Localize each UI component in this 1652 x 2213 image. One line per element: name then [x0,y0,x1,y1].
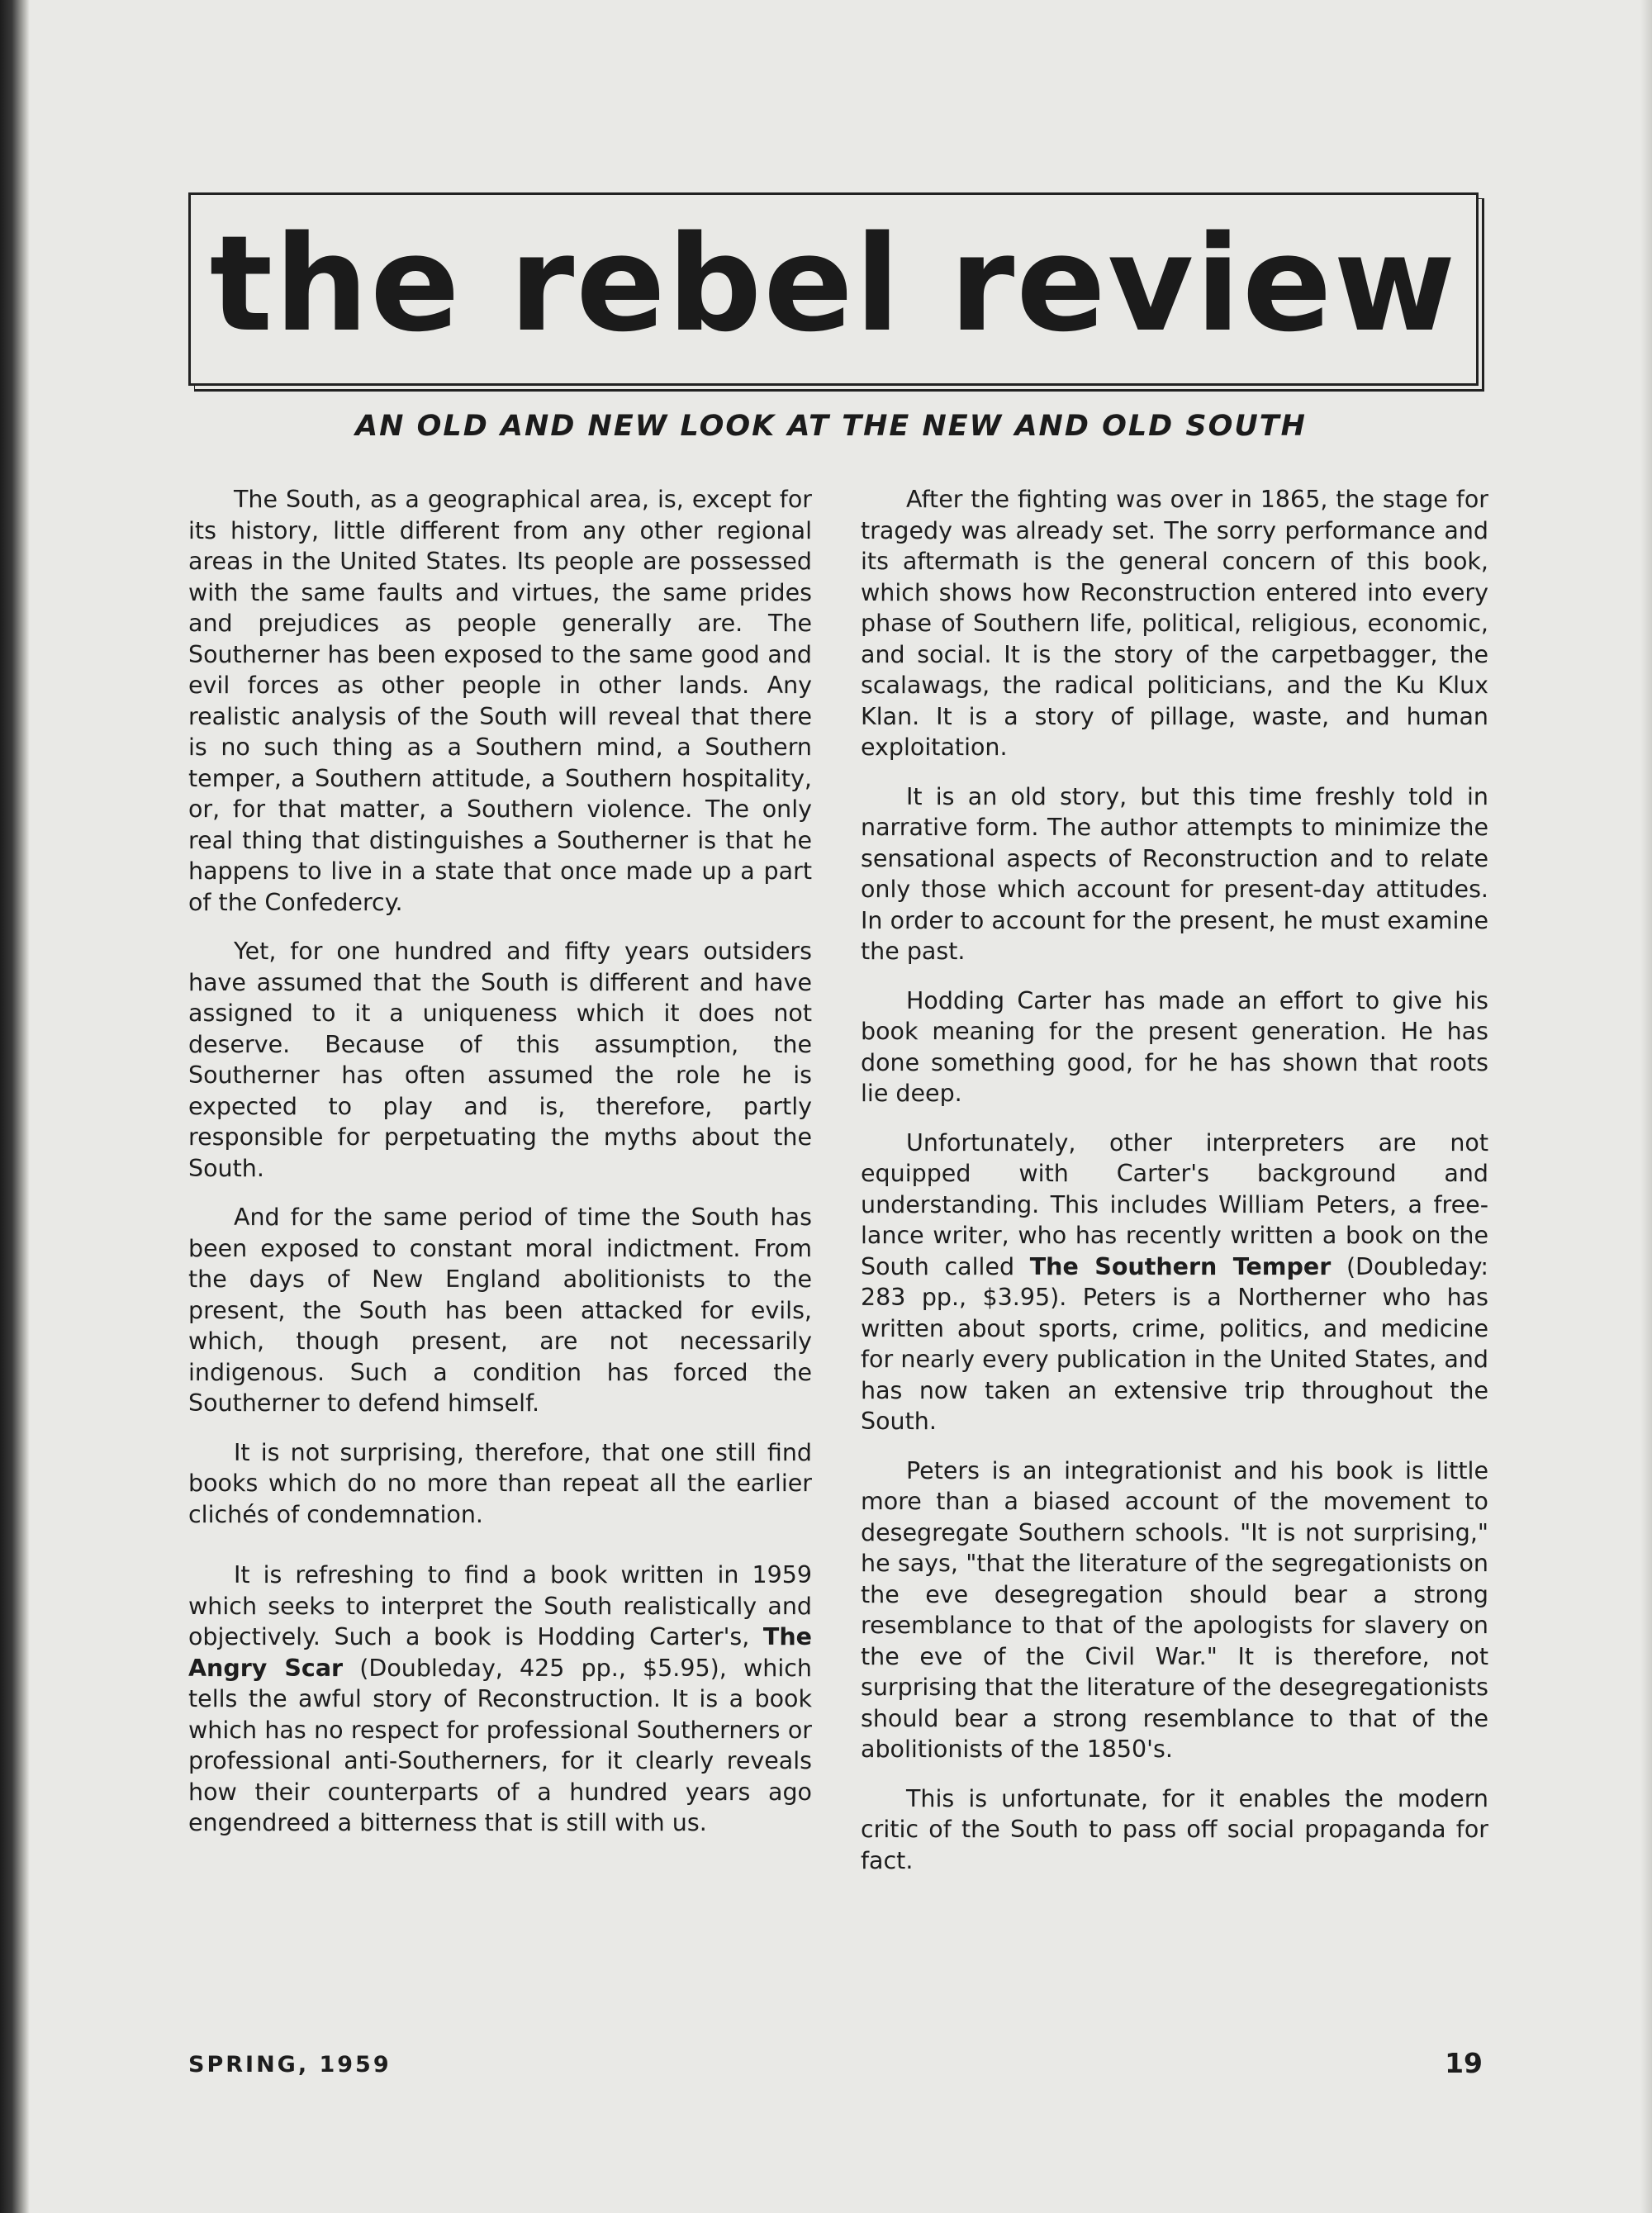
paragraph: The South, as a geographical area, is, except for its history, little different from any other regional areas in the United States. Its people are possessed with the same faults and virtues, the same prides and prejudices as people generally are. The Southerner has been exposed to the same good and evil forces as other people in other lands. Any realistic analysis of the South will reveal that there is no such thing as a Southern mind, a Southern temper, a Southern attitude, a Southern hospitality, or, for that matter, a Southern violence. The only real thing that distinguishes a Southerner is that he happens to live in a state that once made up a part of the Confedercy. [188,486,812,916]
page-edge [1640,0,1652,2213]
text-run: (Doubleday: 283 pp., $3.95). Peters is a Northerner who has written about sports, crime, politics, and medicine for nearly every publication in the United States, and has now taken an extensive trip throughout the South. [861,1252,1488,1435]
text-run: Unfortunately, other interpreters are not equipped with Carter's background and understanding. This includes William Peters, a free-lance writer, who has recently written a book on the South called [861,1128,1488,1280]
text-run: It is refreshing to find a book written in 1959 which seeks to interpret the South realistically and objectively. Such a book is Hodding Carter's, [188,1561,812,1650]
binding-spine [0,0,30,2213]
masthead-box [188,192,1479,386]
paragraph: It is not surprising, therefore, that one still find books which do no more than repeat all the earlier clichés of condemnation. [188,1438,812,1528]
paragraph-book-review [188,1560,812,1839]
issue-date: SPRING, 1959 [188,2052,392,2078]
text-run: (Doubleday, 425 pp., $5.95), which tells the awful story of Reconstruction. It is a book which has no respect for professional Southerners or professional anti-Southerners, for it clearly reveals how their counterparts of a hundred years ago engendreed a bitterness that is still with us. [188,1654,812,1836]
paragraph: After the fighting was over in 1865, the stage for tragedy was already set. The sorry performance and its aftermath is the general concern of this book, which shows how Reconstruction entered into every phase of Southern life, political, religious, economic, and social. It is the story of the carpetbagger, the scalawags, the radical politicians, and the Ku Klux Klan. It is a story of pillage, waste, and human exploitation. [861,486,1488,761]
paragraph: Peters is an integrationist and his book is little more than a biased account of the movement to desegregate Southern schools. "It is not surprising," he says, "that the literature of the segregationists on the eve desegregation should bear a strong resemblance to that of the apologists for slavery on the eve of the Civil War." It is therefore, not surprising that the literature of the desegregationists should bear a strong resemblance to that of the abolitionists of the 1850's. [861,1456,1488,1763]
masthead-title: the rebel review [209,207,1458,361]
left-column [188,484,812,1857]
right-column [861,484,1488,1894]
paragraph: This is unfortunate, for it enables the modern critic of the South to pass off social propaganda for fact. [861,1784,1488,1874]
paragraph: Hodding Carter has made an effort to give his book meaning for the present generation. He has done something good, for he has shown that roots lie deep. [861,986,1488,1107]
book-title: The Angry Scar [188,1623,812,1682]
article-headline: AN OLD AND NEW LOOK AT THE NEW AND OLD SOUTH [355,410,1307,443]
page-number: 19 [1445,2047,1483,2079]
book-title: The Southern Temper [1029,1252,1332,1280]
paragraph: Yet, for one hundred and fifty years outsiders have assumed that the South is different and have assigned to it a uniqueness which it does not deserve. Because of this assumption, the Southerner has often assumed the role he is expected to play and is, therefore, partly responsible for perpetuating the myths about the South. [188,938,812,1182]
paragraph-book-review [861,1128,1488,1437]
paragraph: And for the same period of time the South has been exposed to constant moral indictment. From the days of New England abolitionists to the present, the South has been attacked for evils, which, though present, are not necessarily indigenous. Such a condition has forced the Southerner to defend himself. [188,1204,812,1417]
paragraph: It is an old story, but this time freshly told in narrative form. The author attempts to minimize the sensational aspects of Reconstruction and to relate only those which account for present-day attitudes. In order to account for the present, he must examine the past. [861,782,1488,965]
